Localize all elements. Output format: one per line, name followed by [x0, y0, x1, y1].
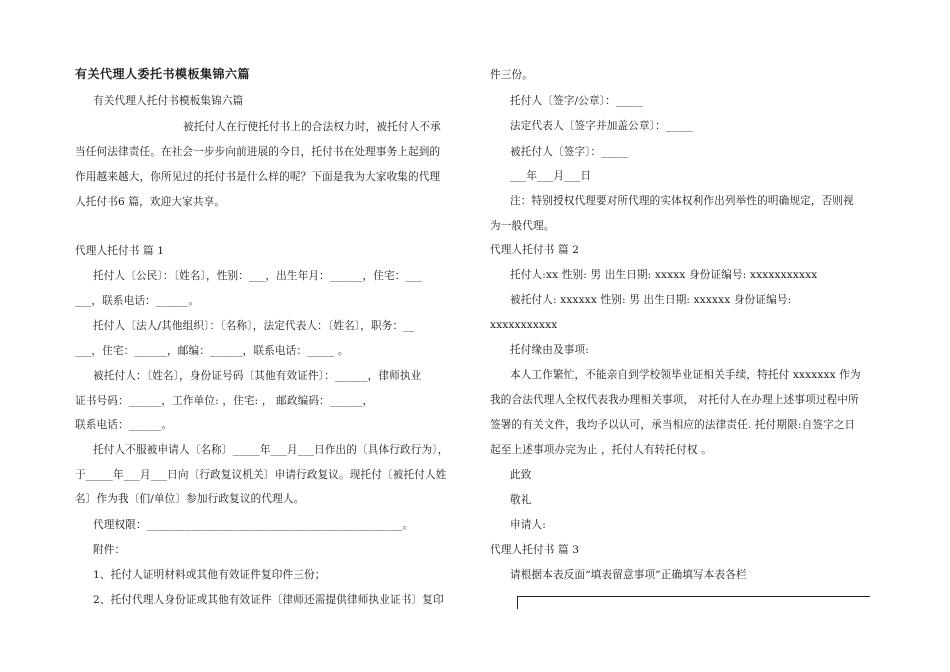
paragraph-line: 签署的有关文件，我均予以认可，承当相应的法律责任. 托付期限:自签字之日	[490, 419, 856, 431]
paragraph-line: xxxxxxxxxxx	[490, 319, 558, 331]
paragraph-line: 被托付人: xxxxxx 性别: 男 出生日期: xxxxxx 身份证编号:	[510, 294, 792, 306]
date-line: ___年___月___日	[510, 170, 592, 182]
paragraph-line: 件三份。	[490, 69, 533, 81]
paragraph-line: 2、托付代理人身份证或其他有效证件〔律师还需提供律师执业证书〕复印	[93, 594, 444, 606]
paragraph-line: 于_____年___月___日向〔行政复议机关〕申请行政复议。现托付〔被托付人姓	[75, 469, 447, 481]
section-heading: 代理人托付书 篇 2	[490, 244, 580, 256]
paragraph-line: 联系电话：______。	[75, 419, 173, 431]
paragraph-line: ___，住宅：______，邮编：______，联系电话：_____ 。	[75, 345, 349, 357]
paragraph-line: 托付人:xx 性别: 男 出生日期: xxxxx 身份证编号: xxxxxxxxxxx	[510, 269, 818, 281]
paragraph-line: 托付人〔法人/其他组织〕：〔名称〕，法定代表人：〔姓名〕，职务：__	[93, 320, 415, 332]
paragraph-line: 附件：	[93, 544, 126, 556]
paragraph-line: 托付缘由及事项:	[510, 344, 589, 356]
paragraph-line: 证书号码：______，工作单位: ，住宅: ， 邮政编码：______，	[75, 395, 374, 407]
paragraph-line: 申请人:	[510, 519, 546, 531]
paragraph-line: 法定代表人〔签字并加盖公章〕：_____	[510, 120, 694, 132]
paragraph-line: 人托付书6 篇，欢迎大家共享。	[75, 196, 226, 208]
paragraph-line: 起至上述事项办完为止 ，托付人有转托付权 。	[490, 444, 712, 456]
paragraph-line: 当任何法律责任。在社会一步步向前进展的今日，托付书在处理事务上起到的	[75, 146, 441, 158]
paragraph-line: 被托付人在行使托付书上的合法权力时，被托付人不承	[183, 121, 441, 133]
section-heading: 代理人托付书 篇 1	[75, 245, 165, 257]
table-frame	[517, 596, 870, 609]
paragraph-line: 被托付人〔签字〕：_____	[510, 146, 629, 158]
paragraph-line: 本人工作繁忙，不能亲自到学校领毕业证相关手续，特托付 xxxxxxx 作为	[510, 369, 861, 381]
paragraph-line: ___，联系电话：______。	[75, 295, 200, 307]
section-heading: 代理人托付书 篇 3	[490, 544, 580, 556]
paragraph-line: 代理权限：_______________________________________________。	[93, 519, 414, 531]
paragraph-line: 作用越来越大，你所见过的托付书是什么样的呢？下面是我为大家收集的代理	[75, 171, 441, 183]
paragraph-line: 名〕作为我〔们/单位〕参加行政复议的代理人。	[75, 493, 305, 505]
paragraph-line: 此致	[510, 469, 532, 481]
paragraph-line: 托付人不服被申请人〔名称〕_____年___月___日作出的〔具体行政行为〕，	[93, 444, 449, 456]
paragraph-line: 敬礼	[510, 494, 532, 506]
paragraph-line: 为一般代理。	[490, 220, 555, 232]
paragraph-line: 1、托付人证明材料或其他有效证件复印件三份；	[93, 569, 326, 581]
paragraph-line: 托付人〔签字/公章〕：_____	[510, 95, 644, 107]
subtitle: 有关代理人托付书模板集锦六篇	[93, 95, 244, 107]
paragraph-line: 注：特别授权代理要对所代理的实体权利作出列举性的明确规定，否则视	[510, 195, 854, 207]
paragraph-line: 托付人〔公民〕：〔姓名〕，性别：___，出生年月：______，住宅：___	[93, 270, 422, 282]
document-title: 有关代理人委托书模板集锦六篇	[75, 67, 251, 81]
paragraph-line: 请根据本表反面“填表留意事项”正确填写本表各栏	[510, 569, 747, 581]
paragraph-line: 我的合法代理人全权代表我办理相关事项， 对托付人在办理上述事项过程中所	[490, 394, 859, 406]
paragraph-line: 被托付人：〔姓名〕，身份证号码〔其他有效证件〕：______，律师执业	[93, 370, 422, 382]
